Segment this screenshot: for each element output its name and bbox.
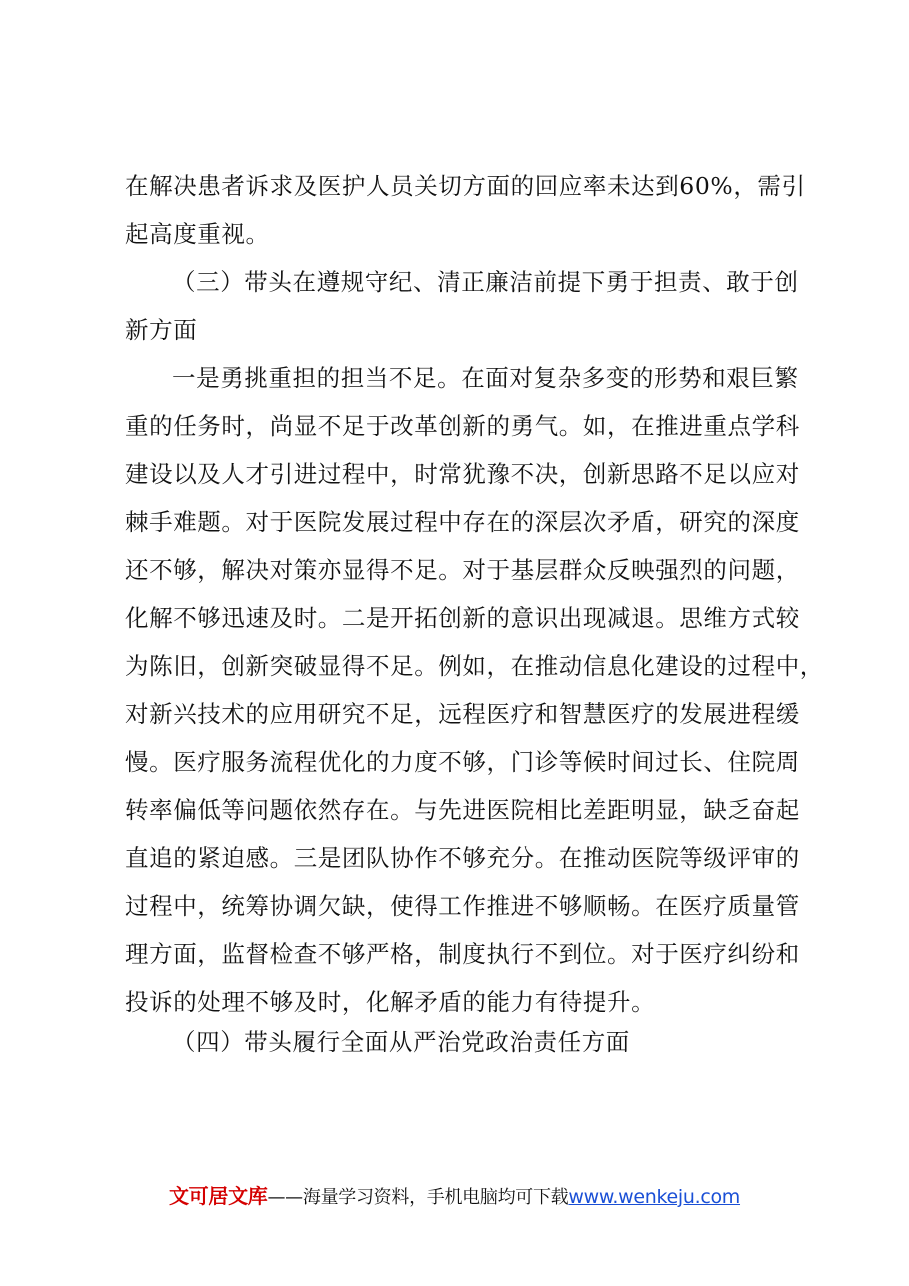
- footer-banner: [0, 1182, 909, 1212]
- footer-brand: 文可居文库: [168, 1184, 268, 1208]
- footer-site-link[interactable]: www.wenkeju.com: [568, 1186, 741, 1208]
- body-line: 过程中，统筹协调欠缺，使得工作推进不够顺畅。在医疗质量管: [125, 892, 800, 920]
- body-line: 重的任务时，尚显不足于改革创新的勇气。如，在推进重点学科: [125, 412, 800, 440]
- footer-slogan: ——海量学习资料，手机电脑均可下载: [267, 1187, 569, 1208]
- body-line: 化解不够迅速及时。二是开拓创新的意识出现减退。思维方式较: [125, 604, 800, 632]
- body-line: 对新兴技术的应用研究不足，远程医疗和智慧医疗的发展进程缓: [125, 700, 800, 728]
- body-line: 建设以及人才引进过程中，时常犹豫不决，创新思路不足以应对: [125, 460, 800, 488]
- body-line: 为陈旧，创新突破显得不足。例如，在推动信息化建设的过程中，: [125, 652, 824, 680]
- body-line: 理方面，监督检查不够严格，制度执行不到位。对于医疗纠纷和: [125, 940, 800, 968]
- section-heading: （三）带头在遵规守纪、清正廉洁前提下勇于担责、敢于创: [172, 268, 799, 296]
- body-line: 起高度重视。: [125, 220, 270, 248]
- body-line: 在解决患者诉求及医护人员关切方面的回应率未达到60%，需引: [125, 172, 806, 200]
- body-line: 投诉的处理不够及时，化解矛盾的能力有待提升。: [125, 988, 656, 1016]
- body-line: 一是勇挑重担的担当不足。在面对复杂多变的形势和艰巨繁: [172, 364, 799, 392]
- body-line: 直追的紧迫感。三是团队协作不够充分。在推动医院等级评审的: [125, 844, 800, 872]
- body-line: 还不够，解决对策亦显得不足。对于基层群众反映强烈的问题，: [125, 556, 800, 584]
- section-heading-cont: 新方面: [125, 316, 198, 344]
- body-line: 转率偏低等问题依然存在。与先进医院相比差距明显，缺乏奋起: [125, 796, 800, 824]
- body-line: 慢。医疗服务流程优化的力度不够，门诊等候时间过长、住院周: [125, 748, 800, 776]
- section-heading: （四）带头履行全面从严治党政治责任方面: [172, 1028, 630, 1056]
- body-line: 棘手难题。对于医院发展过程中存在的深层次矛盾，研究的深度: [125, 508, 800, 536]
